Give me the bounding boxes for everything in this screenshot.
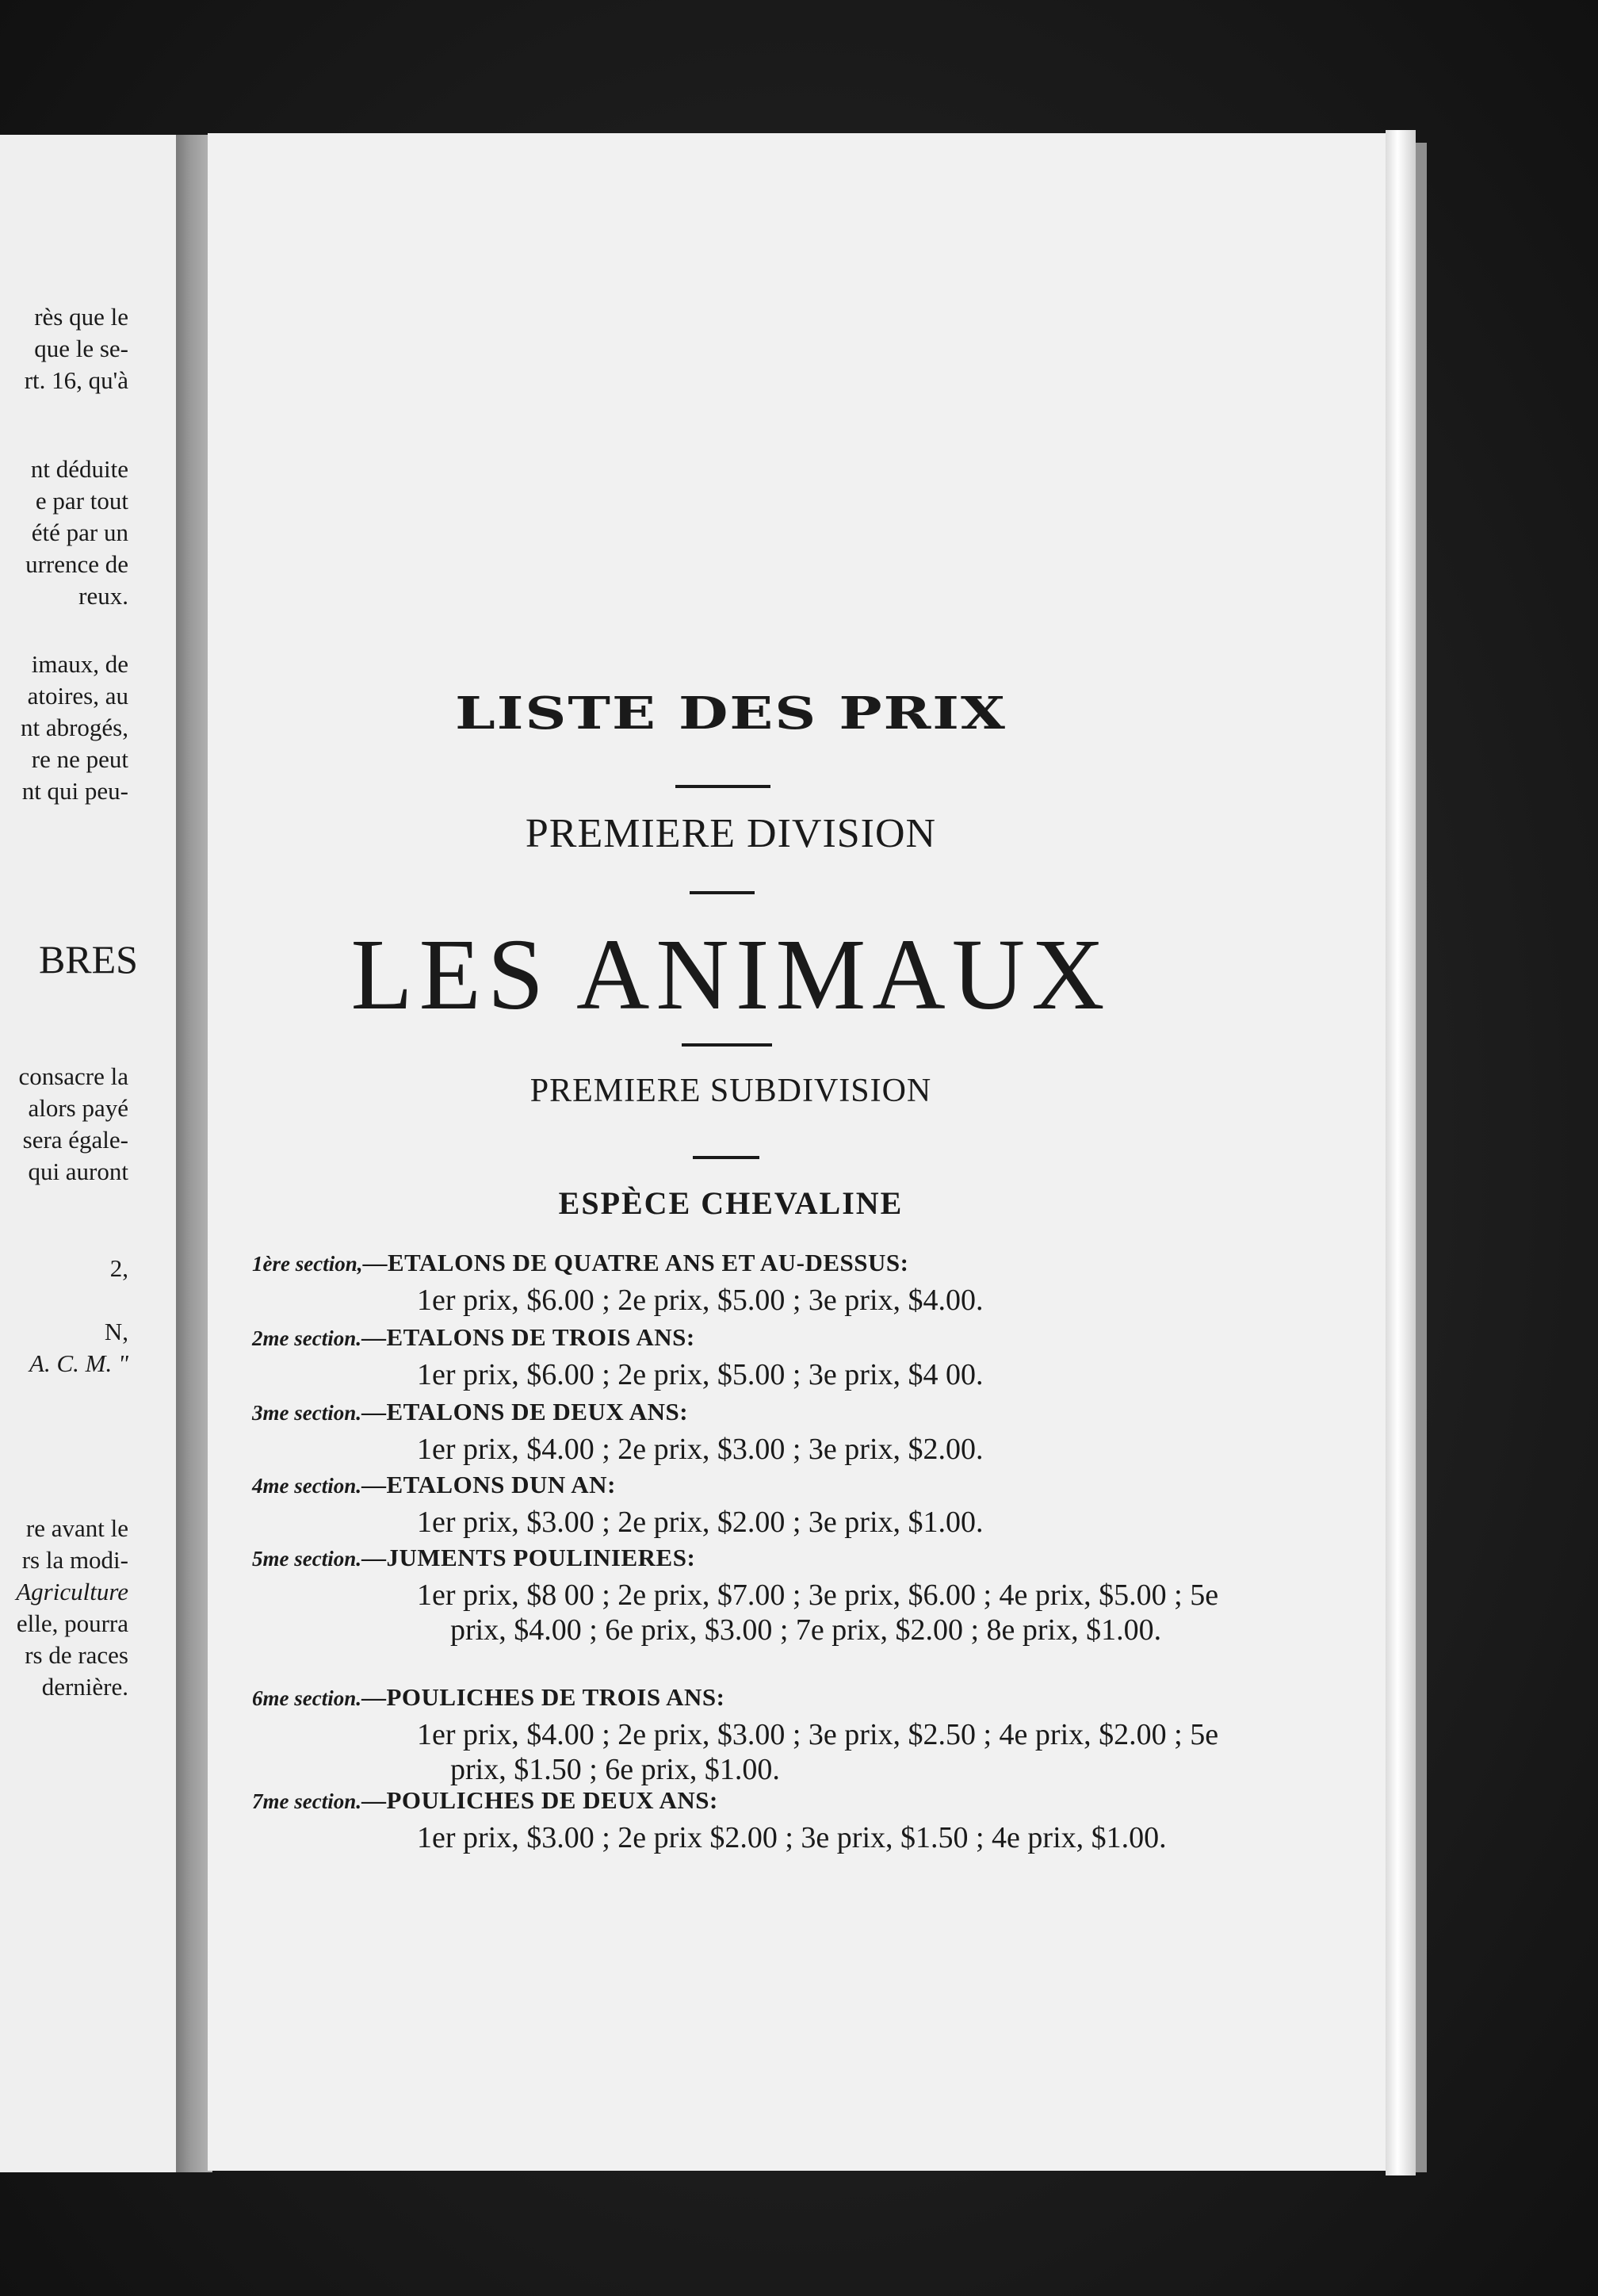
left-facing-page	[0, 135, 179, 2172]
left-page-line: urrence de	[25, 550, 128, 578]
left-page-line: été par un	[31, 519, 128, 546]
section-label: 1ère section,	[252, 1252, 363, 1276]
section-prizes: 1er prix, $6.00 ; 2e prix, $5.00 ; 3e prix, $4.00.	[417, 1284, 984, 1317]
left-page-line: 2,	[109, 1254, 128, 1282]
section-prizes: 1er prix, $8 00 ; 2e prix, $7.00 ; 3e prix, $6.00 ; 4e prix, $5.00 ; 5e prix, $4.00 ; 6e prix, $3.00 ; 7e prix, $2.00 ; 8e prix, $1.00.	[417, 1578, 1219, 1647]
prize-section	[252, 1395, 1251, 1467]
left-page-line: qui auront	[28, 1158, 128, 1185]
section-prizes: 1er prix, $6.00 ; 2e prix, $5.00 ; 3e prix, $4 00.	[417, 1358, 984, 1391]
section-prizes: 1er prix, $4.00 ; 2e prix, $3.00 ; 3e prix, $2.00.	[417, 1433, 984, 1466]
left-page-line: alors payé	[28, 1094, 128, 1122]
section-label: 6me section.	[252, 1686, 361, 1710]
section-header	[252, 1395, 1251, 1429]
section-title: —ETALONS DE DEUX ANS:	[361, 1398, 689, 1425]
left-page-line: consacre la	[18, 1062, 128, 1090]
left-page-heading: BRES	[38, 937, 138, 982]
left-page-line: rs la modi-	[21, 1546, 128, 1574]
left-page-line: nt qui peu-	[21, 777, 128, 805]
section-title: —POULICHES DE TROIS ANS:	[361, 1683, 725, 1711]
page-edge	[1386, 130, 1416, 2175]
left-page-line: imaux, de	[31, 650, 128, 678]
left-page-line: re ne peut	[31, 745, 128, 773]
left-page-line: que le se-	[34, 335, 128, 362]
section-title: —ETALONS DE QUATRE ANS ET AU-DESSUS:	[362, 1249, 909, 1276]
left-page-line: nt déduite	[30, 455, 128, 483]
section-header	[252, 1784, 1251, 1817]
section-title: —JUMENTS POULINIERES:	[361, 1544, 696, 1571]
division-heading: PREMIERE DIVISION	[525, 811, 937, 856]
prize-section	[252, 1321, 1251, 1392]
section-prizes: 1er prix, $3.00 ; 2e prix $2.00 ; 3e prix, $1.50 ; 4e prix, $1.00.	[417, 1821, 1167, 1854]
left-page-line: reux.	[78, 582, 128, 610]
left-page-line: sera égale-	[22, 1126, 128, 1154]
division-rule	[690, 891, 755, 894]
species-heading: ESPÈCE CHEVALINE	[558, 1185, 904, 1221]
page-shadow	[1416, 143, 1427, 2172]
prize-section	[252, 1681, 1251, 1787]
section-header	[252, 1321, 1251, 1354]
section-label: 5me section.	[252, 1547, 361, 1571]
category-rule	[682, 1043, 772, 1047]
section-title: —ETALONS DUN AN:	[361, 1471, 616, 1498]
left-page-line: re avant le	[25, 1514, 128, 1542]
prize-section	[252, 1541, 1251, 1647]
section-header	[252, 1246, 1251, 1280]
left-page-line: dernière.	[41, 1673, 128, 1701]
left-page-line: N,	[104, 1318, 128, 1345]
subdivision-heading: PREMIERE SUBDIVISION	[529, 1073, 932, 1109]
category-heading: LES ANIMAUX	[350, 918, 1111, 1031]
section-title: —ETALONS DE TROIS ANS:	[361, 1323, 695, 1351]
section-label: 4me section.	[252, 1474, 361, 1498]
left-page-line: nt abrogés,	[20, 714, 128, 741]
section-header	[252, 1541, 1251, 1575]
subdivision-rule	[693, 1156, 759, 1159]
left-page-line: rt. 16, qu'à	[24, 366, 128, 394]
prize-section	[252, 1784, 1251, 1855]
left-page-line: Agriculture	[16, 1578, 128, 1605]
right-page	[208, 133, 1405, 2171]
section-label: 2me section.	[252, 1326, 361, 1350]
prize-section	[252, 1246, 1251, 1318]
left-page-line: rès que le	[34, 303, 128, 331]
section-prizes: 1er prix, $4.00 ; 2e prix, $3.00 ; 3e prix, $2.50 ; 4e prix, $2.00 ; 5e prix, $1.50 ; 6e prix, $1.00.	[417, 1718, 1219, 1786]
left-page-line: A. C. M. "	[29, 1349, 128, 1377]
section-label: 7me section.	[252, 1789, 361, 1813]
title-rule	[675, 785, 770, 788]
prize-section	[252, 1468, 1251, 1540]
left-page-line: elle, pourra	[16, 1609, 128, 1637]
left-page-line: atoires, au	[27, 682, 128, 710]
left-page-line: rs de races	[25, 1641, 128, 1669]
section-prizes: 1er prix, $3.00 ; 2e prix, $2.00 ; 3e prix, $1.00.	[417, 1506, 984, 1539]
section-header	[252, 1468, 1251, 1502]
section-label: 3me section.	[252, 1401, 361, 1425]
left-page-line: e par tout	[35, 487, 128, 515]
section-header	[252, 1681, 1251, 1714]
section-title: —POULICHES DE DEUX ANS:	[361, 1786, 718, 1814]
page-title: LISTE DES PRIX	[455, 687, 1007, 740]
